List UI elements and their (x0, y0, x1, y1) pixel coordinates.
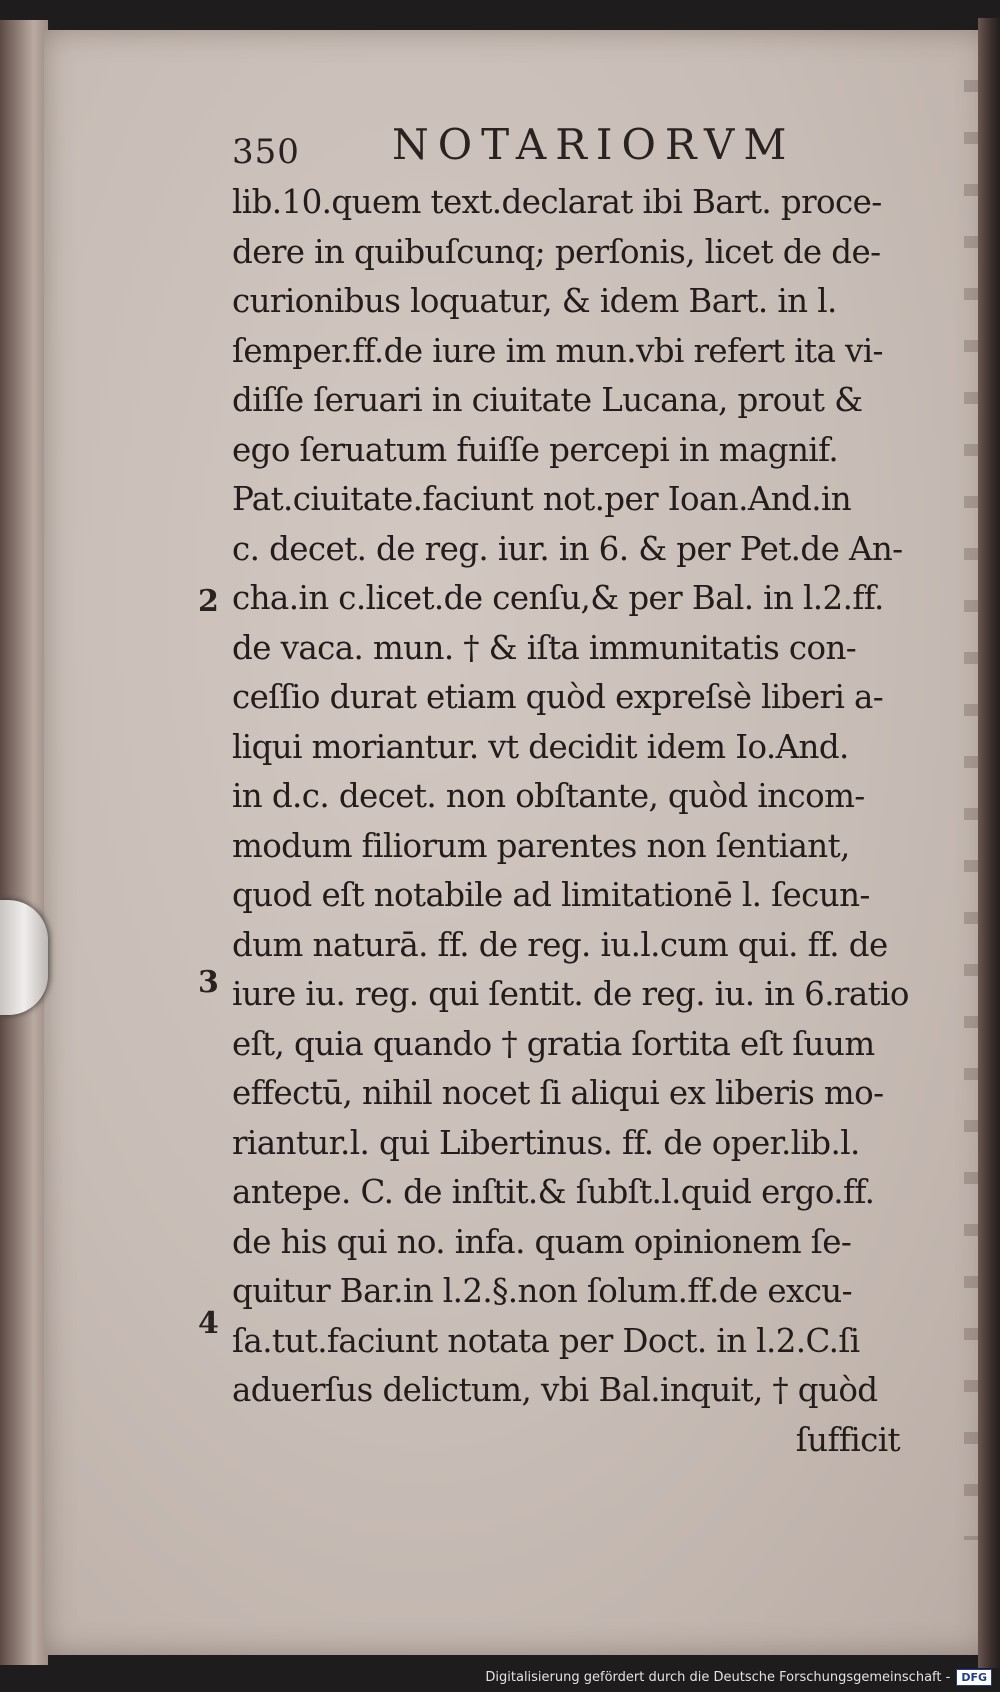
text-line: in d.c. decet. non obſtante, quòd incom- (232, 777, 865, 815)
running-title: NOTARIORVM (392, 120, 796, 169)
text-line: cha.in c.licet.de cenſu,& per Bal. in l.2.ff. (232, 579, 884, 617)
text-line: liqui moriantur. vt decidit idem Io.And. (232, 727, 849, 766)
text-line: diſſe ſeruari in ciuitate Lucana, prout & (232, 381, 863, 419)
footer-credit: Digitalisierung gefördert durch die Deutsche Forschungsgemeinschaft - (485, 1670, 951, 1685)
text-line: de his qui no. infa. quam opinionem ſe- (232, 1222, 852, 1261)
text-line: dere in quibuſcunq; perſonis, licet de de- (232, 232, 881, 271)
dfg-logo: DFG (956, 1669, 992, 1686)
text-line: curionibus loquatur, & idem Bart. in l. (232, 282, 837, 320)
digitization-footer (485, 1669, 992, 1686)
page-number: 350 (232, 132, 300, 172)
book-edge-right (978, 18, 1000, 1668)
text-line: eſt, quia quando † gratia ſortita eſt ſuum (232, 1024, 875, 1063)
text-line: riantur.l. qui Libertinus. ff. de oper.lib.l. (232, 1123, 860, 1162)
body-text (232, 178, 952, 1465)
text-line: antepe. C. de inſtit.& ſubſt.l.quid ergo.ff. (232, 1173, 875, 1211)
text-line: quitur Bar.in l.2.§.non ſolum.ff.de excu- (232, 1272, 853, 1310)
text-line: de vaca. mun. † & iſta immunitatis con- (232, 628, 857, 667)
text-line: quod eſt notabile ad limitationē l. ſecun- (232, 876, 870, 914)
text-line: Pat.ciuitate.faciunt not.per Ioan.And.in (232, 480, 852, 518)
text-line: ceſſio durat etiam quòd expreſsè liberi a- (232, 678, 884, 716)
text-line: modum filiorum parentes non ſentiant, (232, 826, 850, 865)
book-clasp (0, 900, 48, 1015)
text-line: c. decet. de reg. iur. in 6. & per Pet.de An- (232, 529, 903, 568)
book-edge-left (0, 20, 48, 1665)
text-line: ſemper.ff.de iure im mun.vbi refert ita vi- (232, 331, 883, 370)
page-header (232, 118, 832, 178)
text-line: effectū, nihil nocet ſi aliqui ex liberis mo- (232, 1074, 884, 1112)
text-line: lib.10.quem text.declarat ibi Bart. proce- (232, 183, 882, 221)
margin-note-number: 4 (198, 1306, 219, 1341)
text-line: aduerſus delictum, vbi Bal.inquit, † quòd (232, 1371, 878, 1409)
text-line: ſa.tut.faciunt notata per Doct. in l.2.C.ſi (232, 1321, 860, 1360)
bleed-through-marks (964, 40, 978, 1540)
text-line: iure iu. reg. qui ſentit. de reg. iu. in 6.ratio (232, 975, 909, 1013)
catchword: ſufficit (795, 1420, 900, 1459)
text-line: dum naturā. ff. de reg. iu.l.cum qui. ff. de (232, 925, 888, 964)
text-line: ego ſeruatum fuiſſe percepi in magnif. (232, 430, 839, 469)
margin-note-number: 2 (198, 584, 219, 619)
margin-note-number: 3 (198, 965, 219, 1000)
